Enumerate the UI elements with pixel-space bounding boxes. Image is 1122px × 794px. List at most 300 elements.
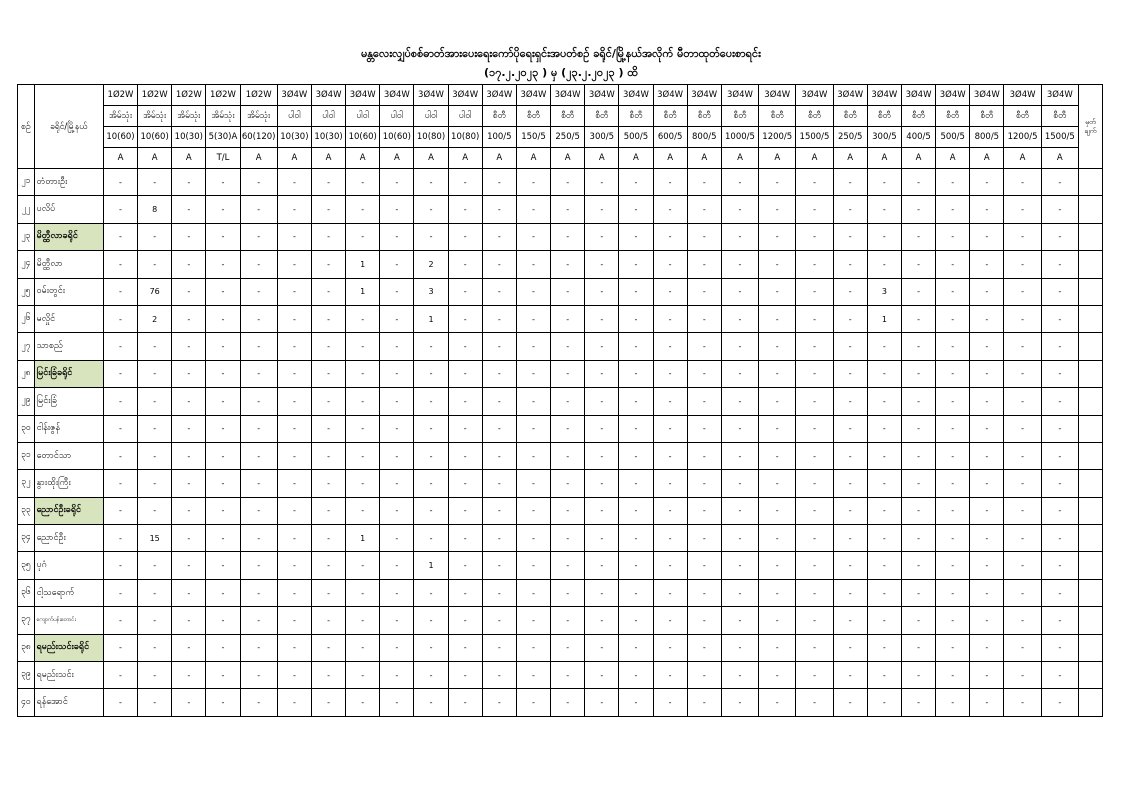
- header-phase-10: 3Ø4W: [448, 85, 482, 106]
- meter-count-cell: -: [585, 442, 619, 469]
- meter-count-cell: -: [1004, 442, 1041, 469]
- header-type-26: စီတီ: [1004, 106, 1041, 127]
- row-serial: ၃၉: [18, 662, 35, 689]
- meter-count-cell: -: [482, 278, 516, 305]
- meter-count-cell: -: [103, 305, 137, 332]
- meter-count-cell: -: [970, 525, 1004, 552]
- meter-count-cell: -: [277, 196, 311, 223]
- meter-count-cell: -: [653, 333, 687, 360]
- meter-count-cell: -: [1041, 196, 1078, 223]
- meter-count-cell: -: [936, 442, 970, 469]
- header-unit-19: A: [759, 148, 796, 169]
- meter-count-cell: -: [619, 251, 653, 278]
- meter-count-cell: -: [796, 497, 833, 524]
- meter-count-cell: -: [833, 634, 867, 661]
- meter-count-cell: -: [482, 634, 516, 661]
- meter-count-cell: -: [585, 470, 619, 497]
- meter-count-cell: -: [759, 360, 796, 387]
- meter-count-cell: -: [448, 579, 482, 606]
- meter-count-cell: -: [833, 251, 867, 278]
- meter-count-cell: -: [482, 169, 516, 196]
- meter-count-cell: -: [721, 415, 758, 442]
- meter-count-cell: -: [901, 388, 935, 415]
- meter-count-cell: -: [206, 689, 240, 716]
- header-rating-3: 5(30)A: [206, 127, 240, 148]
- header-unit-15: A: [619, 148, 653, 169]
- meter-count-cell: -: [901, 333, 935, 360]
- header-unit-2: A: [172, 148, 206, 169]
- meter-count-cell: -: [414, 169, 448, 196]
- meter-count-cell: -: [759, 662, 796, 689]
- meter-count-cell: -: [653, 552, 687, 579]
- meter-count-cell: -: [277, 360, 311, 387]
- meter-count-cell: -: [380, 662, 414, 689]
- remark-cell: [1078, 251, 1102, 278]
- meter-count-cell: -: [1004, 169, 1041, 196]
- header-unit-24: A: [936, 148, 970, 169]
- remark-cell: [1078, 442, 1102, 469]
- meter-count-cell: -: [516, 251, 550, 278]
- meter-count-cell: -: [311, 497, 345, 524]
- header-type-21: စီတီ: [833, 106, 867, 127]
- meter-count-cell: -: [346, 196, 380, 223]
- meter-count-cell: -: [759, 579, 796, 606]
- meter-count-cell: -: [901, 634, 935, 661]
- meter-count-cell: -: [551, 333, 585, 360]
- meter-count-cell: -: [970, 470, 1004, 497]
- meter-count-cell: -: [1041, 305, 1078, 332]
- meter-count-cell: -: [721, 689, 758, 716]
- meter-count-cell: -: [482, 607, 516, 634]
- meter-count-cell: -: [687, 415, 721, 442]
- row-serial: ၃၁: [18, 442, 35, 469]
- header-rating-17: 800/5: [687, 127, 721, 148]
- meter-count-cell: -: [721, 278, 758, 305]
- meter-count-cell: -: [482, 360, 516, 387]
- meter-count-cell: -: [619, 579, 653, 606]
- meter-count-cell: -: [867, 360, 901, 387]
- district-row: [18, 497, 1103, 524]
- meter-count-cell: -: [721, 305, 758, 332]
- header-phase-5: 3Ø4W: [277, 85, 311, 106]
- meter-count-cell: -: [103, 196, 137, 223]
- meter-count-cell: -: [653, 525, 687, 552]
- meter-count-cell: -: [796, 442, 833, 469]
- meter-count-cell: -: [551, 305, 585, 332]
- meter-count-cell: -: [759, 305, 796, 332]
- meter-count-cell: -: [277, 415, 311, 442]
- meter-count-cell: -: [833, 360, 867, 387]
- meter-count-cell: -: [346, 497, 380, 524]
- meter-count-cell: -: [619, 442, 653, 469]
- header-phase-20: 3Ø4W: [796, 85, 833, 106]
- row-serial: ၃၃: [18, 497, 35, 524]
- district-name: ရမည်းသင်းခရိုင်: [34, 634, 103, 661]
- meter-count-cell: -: [482, 497, 516, 524]
- meter-count-cell: -: [448, 470, 482, 497]
- meter-count-cell: -: [448, 662, 482, 689]
- header-unit-16: A: [653, 148, 687, 169]
- meter-count-cell: -: [867, 579, 901, 606]
- row-serial: ၂၂: [18, 196, 35, 223]
- meter-count-cell: -: [619, 415, 653, 442]
- meter-count-cell: -: [414, 388, 448, 415]
- meter-count-cell: -: [867, 442, 901, 469]
- remark-cell: [1078, 388, 1102, 415]
- meter-count-cell: -: [240, 607, 277, 634]
- header-rating-26: 1200/5: [1004, 127, 1041, 148]
- meter-count-cell: -: [551, 525, 585, 552]
- header-type-19: စီတီ: [759, 106, 796, 127]
- meter-count-cell: -: [277, 251, 311, 278]
- header-row-phase: [18, 85, 1103, 106]
- meter-count-cell: -: [653, 388, 687, 415]
- meter-count-cell: -: [240, 278, 277, 305]
- header-phase-2: 1Ø2W: [172, 85, 206, 106]
- township-name: ငါ့သရောက်: [34, 579, 103, 606]
- header-type-4: အိမ်သုံး: [240, 106, 277, 127]
- meter-count-cell: -: [1041, 470, 1078, 497]
- meter-count-cell: -: [653, 251, 687, 278]
- table-row: [18, 662, 1103, 689]
- meter-count-cell: -: [414, 579, 448, 606]
- meter-count-cell: -: [311, 415, 345, 442]
- meter-count-cell: -: [551, 497, 585, 524]
- meter-count-cell: -: [172, 415, 206, 442]
- meter-count-cell: -: [277, 223, 311, 250]
- meter-count-cell: 15: [138, 525, 172, 552]
- meter-count-cell: -: [346, 689, 380, 716]
- meter-count-cell: -: [138, 552, 172, 579]
- meter-count-cell: -: [311, 223, 345, 250]
- meter-count-cell: -: [138, 689, 172, 716]
- header-unit-14: A: [585, 148, 619, 169]
- meter-count-cell: -: [970, 305, 1004, 332]
- meter-count-cell: -: [970, 223, 1004, 250]
- meter-count-cell: -: [380, 223, 414, 250]
- header-row-rating: [18, 127, 1103, 148]
- meter-count-cell: -: [833, 689, 867, 716]
- row-serial: ၃၅: [18, 552, 35, 579]
- meter-count-cell: -: [901, 196, 935, 223]
- meter-count-cell: -: [585, 196, 619, 223]
- meter-count-cell: -: [936, 333, 970, 360]
- meter-count-cell: -: [759, 415, 796, 442]
- meter-count-cell: -: [687, 442, 721, 469]
- meter-count-cell: -: [970, 333, 1004, 360]
- district-row: [18, 360, 1103, 387]
- meter-count-cell: -: [311, 278, 345, 305]
- meter-count-cell: -: [482, 305, 516, 332]
- meter-count-cell: -: [448, 333, 482, 360]
- meter-count-cell: -: [687, 662, 721, 689]
- meter-count-cell: -: [311, 689, 345, 716]
- meter-count-cell: -: [833, 278, 867, 305]
- meter-count-cell: -: [1004, 388, 1041, 415]
- meter-count-cell: -: [1004, 689, 1041, 716]
- header-unit-6: A: [311, 148, 345, 169]
- meter-count-cell: -: [311, 607, 345, 634]
- district-name: မိတ္ထီလာခရိုင်: [34, 223, 103, 250]
- meter-count-cell: -: [277, 388, 311, 415]
- township-name: ရန်အောင်: [34, 689, 103, 716]
- meter-count-cell: -: [240, 415, 277, 442]
- meter-count-cell: -: [346, 333, 380, 360]
- meter-count-cell: -: [448, 607, 482, 634]
- meter-count-cell: -: [653, 223, 687, 250]
- header-unit-3: T/L: [206, 148, 240, 169]
- meter-count-cell: -: [936, 525, 970, 552]
- table-row: [18, 196, 1103, 223]
- meter-count-cell: -: [1004, 333, 1041, 360]
- header-type-9: ပါဝါ: [414, 106, 448, 127]
- meter-count-cell: -: [867, 497, 901, 524]
- header-type-22: စီတီ: [867, 106, 901, 127]
- header-unit-11: A: [482, 148, 516, 169]
- meter-count-cell: -: [936, 470, 970, 497]
- meter-count-cell: -: [482, 442, 516, 469]
- meter-count-cell: -: [240, 388, 277, 415]
- meter-count-cell: -: [516, 552, 550, 579]
- header-unit-10: A: [448, 148, 482, 169]
- meter-count-cell: -: [585, 525, 619, 552]
- meter-count-cell: -: [833, 333, 867, 360]
- meter-count-cell: -: [380, 169, 414, 196]
- meter-count-cell: -: [796, 552, 833, 579]
- report-title: မန္တလေးလျှပ်စစ်ဓာတ်အားပေးရေးကော်ပိုရေးရှင်းအပတ်စဉ် ခရိုင်/မြို့နယ်အလိုက် မီတာထုတ်ပေးစာရင်း: [361, 47, 761, 60]
- meter-count-cell: -: [936, 251, 970, 278]
- meter-count-cell: -: [103, 360, 137, 387]
- header-phase-1: 1Ø2W: [138, 85, 172, 106]
- meter-count-cell: -: [901, 415, 935, 442]
- meter-count-cell: -: [380, 251, 414, 278]
- township-name: မလှိုင်: [34, 305, 103, 332]
- meter-count-cell: -: [551, 579, 585, 606]
- meter-count-cell: -: [1004, 415, 1041, 442]
- header-unit-18: A: [721, 148, 758, 169]
- meter-count-cell: -: [551, 169, 585, 196]
- meter-count-cell: -: [1041, 278, 1078, 305]
- header-rating-4: 60(120): [240, 127, 277, 148]
- meter-count-cell: -: [516, 497, 550, 524]
- meter-count-cell: -: [759, 223, 796, 250]
- remark-cell: [1078, 497, 1102, 524]
- meter-count-cell: -: [380, 579, 414, 606]
- meter-count-cell: -: [653, 497, 687, 524]
- table-row: [18, 689, 1103, 716]
- meter-count-cell: 1: [867, 305, 901, 332]
- meter-count-cell: -: [414, 607, 448, 634]
- meter-count-cell: -: [551, 689, 585, 716]
- meter-count-cell: -: [796, 579, 833, 606]
- district-name: မြင်းခြံခရိုင်: [34, 360, 103, 387]
- meter-count-cell: -: [867, 552, 901, 579]
- header-serial: စဉ်: [18, 85, 35, 169]
- meter-count-cell: -: [970, 634, 1004, 661]
- meter-count-cell: -: [833, 388, 867, 415]
- meter-count-cell: -: [687, 251, 721, 278]
- meter-count-cell: -: [687, 579, 721, 606]
- meter-count-cell: -: [759, 442, 796, 469]
- header-district-township: ခရိုင်/မြို့နယ်: [34, 85, 103, 169]
- header-rating-25: 800/5: [970, 127, 1004, 148]
- meter-count-cell: -: [619, 305, 653, 332]
- meter-count-cell: -: [619, 360, 653, 387]
- meter-count-cell: -: [311, 196, 345, 223]
- meter-count-cell: -: [1004, 470, 1041, 497]
- township-name: ပုဂံ: [34, 552, 103, 579]
- meter-count-cell: -: [206, 442, 240, 469]
- remark-cell: [1078, 196, 1102, 223]
- meter-count-cell: -: [619, 169, 653, 196]
- header-type-25: စီတီ: [970, 106, 1004, 127]
- meter-count-cell: -: [585, 552, 619, 579]
- meter-count-cell: -: [206, 223, 240, 250]
- meter-count-cell: -: [936, 607, 970, 634]
- header-rating-5: 10(30): [277, 127, 311, 148]
- meter-count-cell: -: [103, 662, 137, 689]
- meter-count-cell: -: [311, 251, 345, 278]
- meter-count-cell: -: [206, 388, 240, 415]
- header-unit-26: A: [1004, 148, 1041, 169]
- meter-count-cell: -: [970, 552, 1004, 579]
- meter-count-cell: -: [103, 388, 137, 415]
- meter-count-cell: -: [936, 278, 970, 305]
- row-serial: ၂၆: [18, 305, 35, 332]
- meter-count-cell: -: [380, 470, 414, 497]
- meter-count-cell: -: [240, 525, 277, 552]
- meter-count-cell: -: [448, 415, 482, 442]
- meter-count-cell: -: [833, 552, 867, 579]
- meter-count-cell: -: [172, 333, 206, 360]
- meter-count-cell: -: [721, 251, 758, 278]
- meter-count-cell: -: [277, 607, 311, 634]
- header-phase-0: 1Ø2W: [103, 85, 137, 106]
- meter-count-cell: -: [346, 662, 380, 689]
- meter-count-cell: -: [653, 196, 687, 223]
- meter-count-cell: -: [311, 333, 345, 360]
- meter-count-cell: -: [103, 689, 137, 716]
- meter-count-cell: -: [311, 579, 345, 606]
- meter-count-cell: -: [414, 497, 448, 524]
- meter-count-cell: -: [172, 470, 206, 497]
- meter-count-cell: -: [653, 634, 687, 661]
- meter-count-cell: -: [759, 278, 796, 305]
- header-phase-18: 3Ø4W: [721, 85, 758, 106]
- meter-count-cell: -: [172, 525, 206, 552]
- meter-count-cell: -: [103, 333, 137, 360]
- meter-count-cell: -: [653, 470, 687, 497]
- header-type-0: အိမ်သုံး: [103, 106, 137, 127]
- header-phase-14: 3Ø4W: [585, 85, 619, 106]
- meter-count-cell: -: [482, 223, 516, 250]
- row-serial: ၃၀: [18, 415, 35, 442]
- meter-count-cell: -: [585, 251, 619, 278]
- meter-count-cell: -: [721, 634, 758, 661]
- header-rating-16: 600/5: [653, 127, 687, 148]
- meter-count-cell: -: [103, 470, 137, 497]
- header-phase-25: 3Ø4W: [970, 85, 1004, 106]
- header-phase-27: 3Ø4W: [1041, 85, 1078, 106]
- meter-count-cell: -: [759, 388, 796, 415]
- meter-count-cell: -: [936, 196, 970, 223]
- meter-count-cell: -: [551, 278, 585, 305]
- header-type-1: အိမ်သုံး: [138, 106, 172, 127]
- header-rating-8: 10(60): [380, 127, 414, 148]
- meter-count-cell: -: [206, 470, 240, 497]
- meter-count-cell: -: [448, 196, 482, 223]
- meter-count-cell: -: [970, 251, 1004, 278]
- meter-count-cell: -: [172, 251, 206, 278]
- meter-count-cell: -: [619, 662, 653, 689]
- table-row: [18, 333, 1103, 360]
- meter-count-cell: -: [138, 415, 172, 442]
- header-type-23: စီတီ: [901, 106, 935, 127]
- meter-count-cell: -: [970, 415, 1004, 442]
- header-unit-5: A: [277, 148, 311, 169]
- meter-count-cell: -: [277, 525, 311, 552]
- meter-count-cell: -: [380, 196, 414, 223]
- meter-count-cell: -: [448, 552, 482, 579]
- meter-count-cell: -: [759, 552, 796, 579]
- meter-issue-table: [17, 84, 1103, 717]
- meter-count-cell: -: [516, 196, 550, 223]
- meter-count-cell: -: [1041, 251, 1078, 278]
- row-serial: ၂၇: [18, 333, 35, 360]
- header-type-27: စီတီ: [1041, 106, 1078, 127]
- meter-count-cell: -: [346, 607, 380, 634]
- meter-count-cell: -: [901, 360, 935, 387]
- district-row: [18, 634, 1103, 661]
- meter-count-cell: -: [551, 470, 585, 497]
- row-serial: ၂၉: [18, 388, 35, 415]
- meter-count-cell: -: [687, 333, 721, 360]
- meter-count-cell: -: [482, 579, 516, 606]
- meter-count-cell: -: [796, 251, 833, 278]
- meter-count-cell: 1: [346, 278, 380, 305]
- meter-count-cell: -: [103, 415, 137, 442]
- meter-count-cell: -: [172, 278, 206, 305]
- meter-count-cell: -: [516, 415, 550, 442]
- meter-count-cell: -: [1041, 223, 1078, 250]
- meter-count-cell: -: [796, 196, 833, 223]
- township-name: ညောင်ဦး: [34, 525, 103, 552]
- meter-count-cell: -: [516, 169, 550, 196]
- meter-count-cell: -: [721, 525, 758, 552]
- township-name: ငါန်းဇွန်: [34, 415, 103, 442]
- meter-count-cell: -: [867, 223, 901, 250]
- header-type-24: စီတီ: [936, 106, 970, 127]
- meter-count-cell: -: [970, 360, 1004, 387]
- row-serial: ၃၆: [18, 579, 35, 606]
- header-unit-12: A: [516, 148, 550, 169]
- header-phase-6: 3Ø4W: [311, 85, 345, 106]
- meter-count-cell: 2: [138, 305, 172, 332]
- remark-cell: [1078, 415, 1102, 442]
- meter-count-cell: -: [867, 525, 901, 552]
- header-phase-23: 3Ø4W: [901, 85, 935, 106]
- remark-cell: [1078, 689, 1102, 716]
- meter-count-cell: -: [653, 305, 687, 332]
- meter-count-cell: -: [172, 607, 206, 634]
- meter-count-cell: -: [482, 689, 516, 716]
- meter-count-cell: -: [206, 305, 240, 332]
- meter-count-cell: -: [103, 278, 137, 305]
- meter-count-cell: -: [687, 278, 721, 305]
- remark-cell: [1078, 607, 1102, 634]
- meter-count-cell: -: [796, 388, 833, 415]
- meter-count-cell: -: [172, 442, 206, 469]
